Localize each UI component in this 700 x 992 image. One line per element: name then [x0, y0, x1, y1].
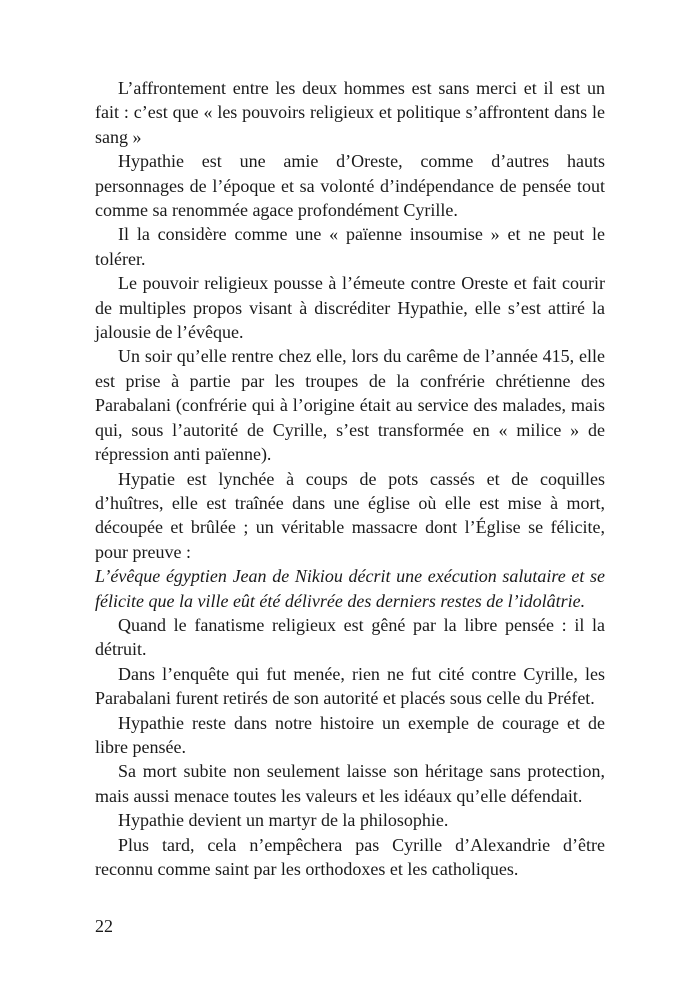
page-body	[95, 76, 605, 881]
paragraph: Il la considère comme une « païenne insoumise » et ne peut le tolérer.	[95, 224, 605, 269]
paragraph: Hypathie devient un martyr de la philosophie.	[118, 810, 449, 831]
paragraph-with-quote	[95, 467, 605, 613]
paragraph: Dans l’enquête qui fut menée, rien ne fut cité contre Cyrille, les Parabalani furent retirés de son autorité et placés sous celle du Préfet.	[95, 663, 605, 709]
italic-quote: L’évêque égyptien Jean de Nikiou décrit une exécution salutaire et se félicite que la ville eût été délivrée des derniers restes de l’idolâtrie.	[95, 566, 605, 611]
paragraph: Un soir qu’elle rentre chez elle, lors du carême de l’année 415, elle est prise à partie par les troupes de la confrérie chrétienne des Parabalani (confrérie qui à l’origine était au service des malades, mais qui, sous l’autorité de Cyrille, s’est transformée en « milice » de répression anti païenne).	[95, 346, 605, 465]
paragraph: Plus tard, cela n’empêchera pas Cyrille d’Alexandrie d’être reconnu comme saint par les orthodoxes et les catholiques.	[95, 834, 605, 879]
paragraph-text: Hypatie est lynchée à coups de pots cassés et de coquilles d’huîtres, elle est traînée dans une église où elle est mise à mort, découpée et brûlée ; un véritable massacre dont l’Église se félicite, pour preuve :	[95, 468, 605, 562]
paragraph: L’affrontement entre les deux hommes est sans merci et il est un fait : c’est que « les pouvoirs religieux et politique s’affrontent dans le sang »	[95, 78, 605, 147]
paragraph: Sa mort subite non seulement laisse son héritage sans protection, mais aussi menace toutes les valeurs et les idéaux qu’elle défendait.	[95, 761, 605, 806]
paragraph: Hypathie reste dans notre histoire un exemple de courage et de libre pensée.	[95, 712, 605, 757]
page-number: 22	[95, 916, 113, 936]
paragraph: Quand le fanatisme religieux est gêné par la libre pensée : il la détruit.	[95, 614, 605, 660]
paragraph: Le pouvoir religieux pousse à l’émeute contre Oreste et fait courir de multiples propos visant à discréditer Hypathie, elle s’est attiré la jalousie de l’évêque.	[95, 273, 605, 343]
paragraph: Hypathie est une amie d’Oreste, comme d’autres hauts personnages de l’époque et sa volonté d’indépendance de pensée tout comme sa renommée agace profondément Cyrille.	[95, 151, 605, 221]
